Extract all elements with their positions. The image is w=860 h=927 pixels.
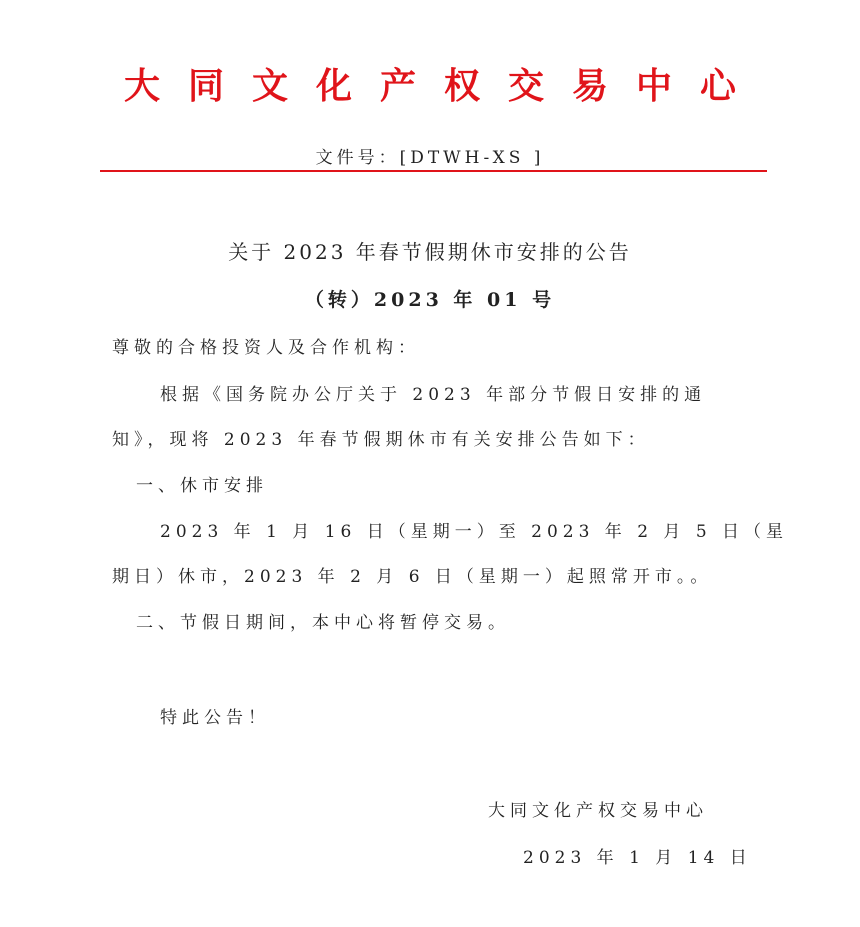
organization-title: 大同文化产权交易中心: [123, 65, 764, 107]
paragraph-1-line-1: 根据《国务院办公厅关于 2023 年部分节假日安排的通: [160, 385, 707, 405]
section-1-heading: 一、休市安排: [136, 476, 268, 496]
document-number: 文件号：[DTWH-XS ]: [315, 148, 545, 168]
closing-remark: 特此公告！: [160, 708, 270, 728]
salutation: 尊敬的合格投资人及合作机构：: [112, 338, 420, 358]
paragraph-2-line-2: 期日）休市，2023 年 2 月 6 日（星期一）起照常开市。。: [112, 567, 713, 587]
signature-date: 2023 年 1 月 14 日: [523, 848, 752, 868]
paragraph-2-line-1: 2023 年 1 月 16 日（星期一）至 2023 年 2 月 5 日（星: [160, 522, 789, 542]
section-2: 二、节假日期间，本中心将暂停交易。: [136, 613, 510, 633]
notice-title: 关于 2023 年春节假期休市安排的公告: [228, 240, 632, 264]
notice-number: （转）2023 年 01 号: [304, 289, 556, 311]
paragraph-1-line-2: 知》，现将 2023 年春节假期休市有关安排公告如下：: [112, 430, 650, 450]
red-divider-line: [100, 170, 767, 172]
signature-organization: 大同文化产权交易中心: [488, 801, 708, 821]
